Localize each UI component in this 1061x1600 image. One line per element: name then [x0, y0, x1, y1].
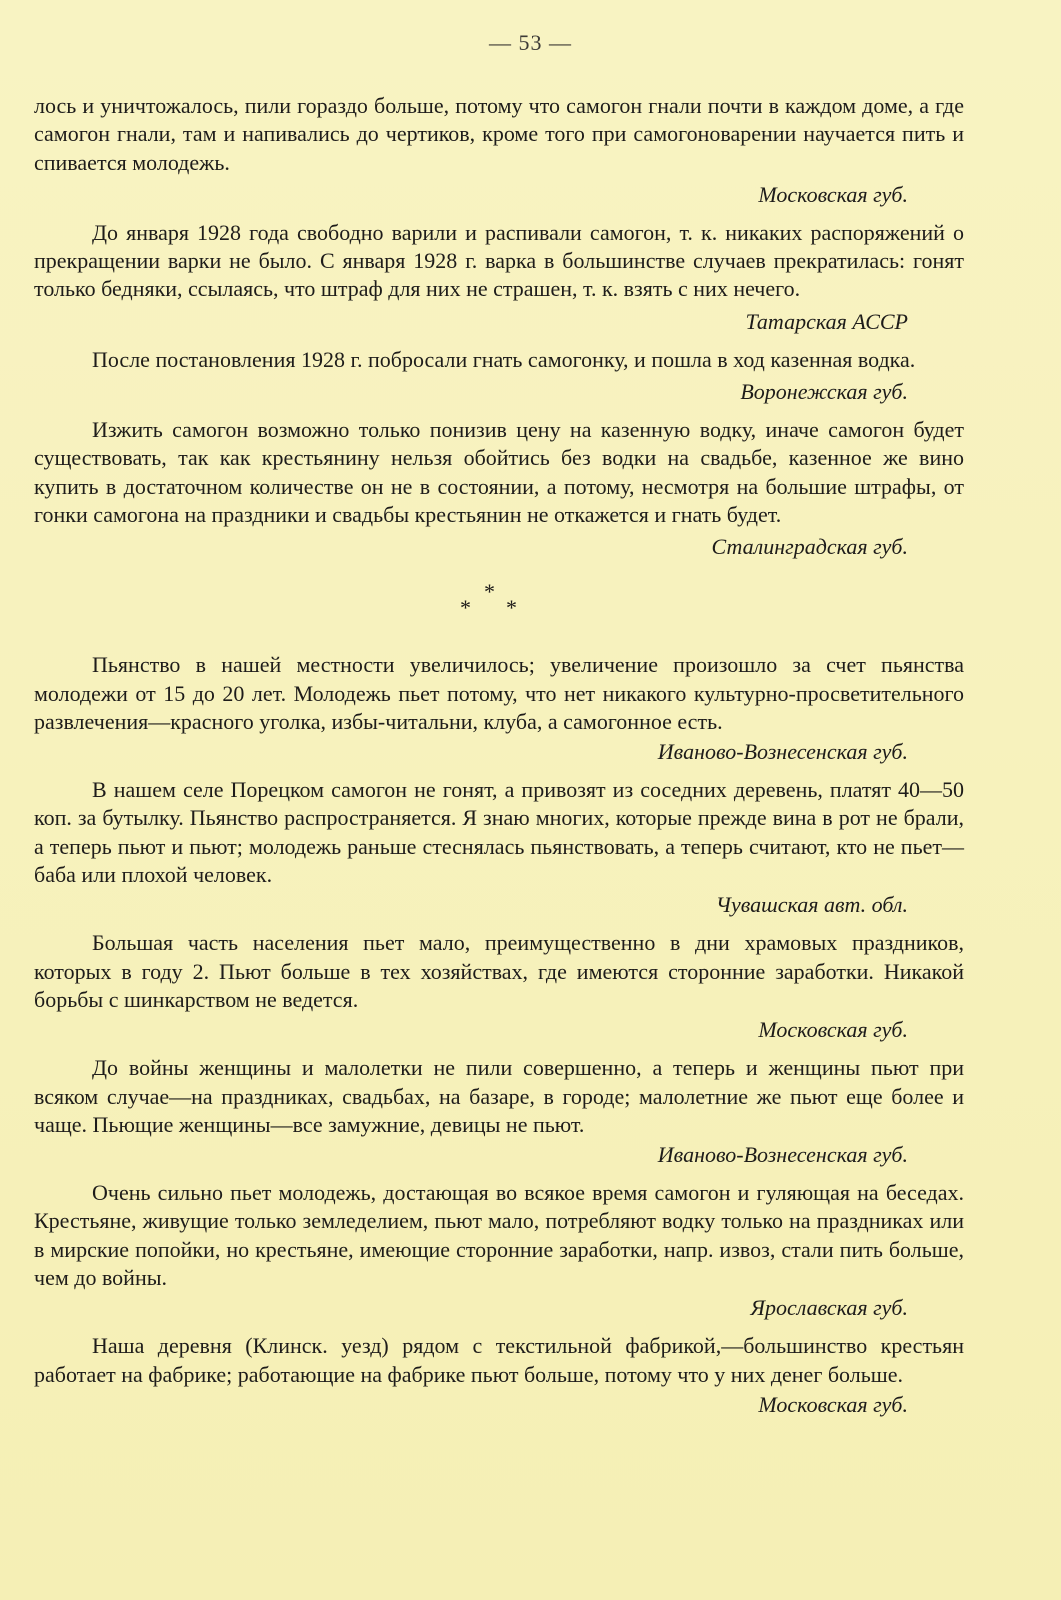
paragraph: После постановления 1928 г. побросали гнать самогонку, и пошла в ход казенная водка. — [92, 346, 916, 372]
region-attribution: Московская губ. — [758, 1391, 908, 1417]
region-attribution: Иваново-Вознесенская губ. — [657, 1142, 908, 1168]
paragraph: лось и уничтожалось, пили гораздо больше, потому что самогон гнали почти в каждом доме, а где самогон гнали, там и напивались до чертиков, кроме того при самогоноварении научается пить и спивается молодежь. — [34, 93, 964, 175]
separator-star: * — [484, 579, 495, 605]
region-attribution: Московская губ. — [758, 181, 908, 207]
region-attribution: Иваново-Вознесенская губ. — [657, 739, 908, 765]
paragraph: Наша деревня (Клинск. уезд) рядом с текстильной фабрикой,—большинство крестьян работает на фабрике; работающие на фабрике пьют больше, потому что у них денег больше. — [34, 1333, 964, 1387]
region-attribution: Сталинградская губ. — [711, 534, 908, 560]
paragraph: В нашем селе Порецком самогон не гонят, а привозят из соседних деревень, платят 40—50 коп. за бутылку. Пьянство распространяется. Я знаю многих, которые прежде вина в рот не брали, а теперь пьют и пьют; молодежь раньше стеснялась пьянствовать, а теперь считают, кто не пьет—баба или плохой человек. — [34, 777, 964, 888]
paragraph: До войны женщины и малолетки не пили совершенно, а теперь и женщины пьют при всяком случае—на праздниках, свадьбах, на базаре, в городе; малолетние же пьют еще более и чаще. Пьющие женщины—все замужние, девицы не пьют. — [34, 1055, 964, 1137]
paragraph: Большая часть населения пьет мало, преимущественно в дни храмовых праздников, которых в году 2. Пьют больше в тех хозяйствах, где имеются сторонние заработки. Никакой борьбы с шинкарством не ведется. — [34, 930, 964, 1012]
region-attribution: Чувашская авт. обл. — [715, 892, 908, 918]
paragraph: Пьянство в нашей местности увеличилось; увеличение произошло за счет пьянства молодежи от 15 до 20 лет. Молодежь пьет потому, что нет никакого культурно-просветительного развлечения—красного уголка, избы-читальни, клуба, а самогонное есть. — [34, 652, 964, 734]
region-attribution: Московская губ. — [758, 1017, 908, 1043]
region-attribution: Ярославская губ. — [750, 1295, 908, 1321]
region-attribution: Воронежская губ. — [740, 379, 908, 405]
section-separator — [34, 575, 964, 631]
paragraph: Изжить самогон возможно только понизив цену на казенную водку, иначе самогон будет существовать, так как крестьянину нельзя обойтись без водки на свадьбе, казенное же вино купить в достаточном количестве он не в состоянии, а потому, несмотря на большие штрафы, от гонки самогона на праздники и свадьбы крестьянин не откажется и гнать будет. — [34, 417, 964, 527]
page-number: — 53 — — [489, 30, 572, 55]
document-body — [34, 92, 964, 1429]
paragraph: Очень сильно пьет молодежь, достающая во всякое время самогон и гуляющая на беседах. Крестьяне, живущие только земледелием, пьют мало, потребляют водку только на праздниках или в мирские попойки, но крестьяне, имеющие сторонние заработки, напр. извоз, стали пить больше, чем до войны. — [34, 1180, 964, 1291]
separator-star: * — [506, 595, 517, 621]
region-attribution: Татарская АССР — [745, 308, 908, 334]
paragraph: До января 1928 года свободно варили и распивали самогон, т. к. никаких распоряжений о прекращении варки не было. С января 1928 г. варка в большинстве случаев прекратилась: гонят только бедняки, ссылаясь, что штраф для них не страшен, т. к. взять с них нечего. — [34, 219, 964, 302]
separator-star: * — [460, 595, 471, 621]
